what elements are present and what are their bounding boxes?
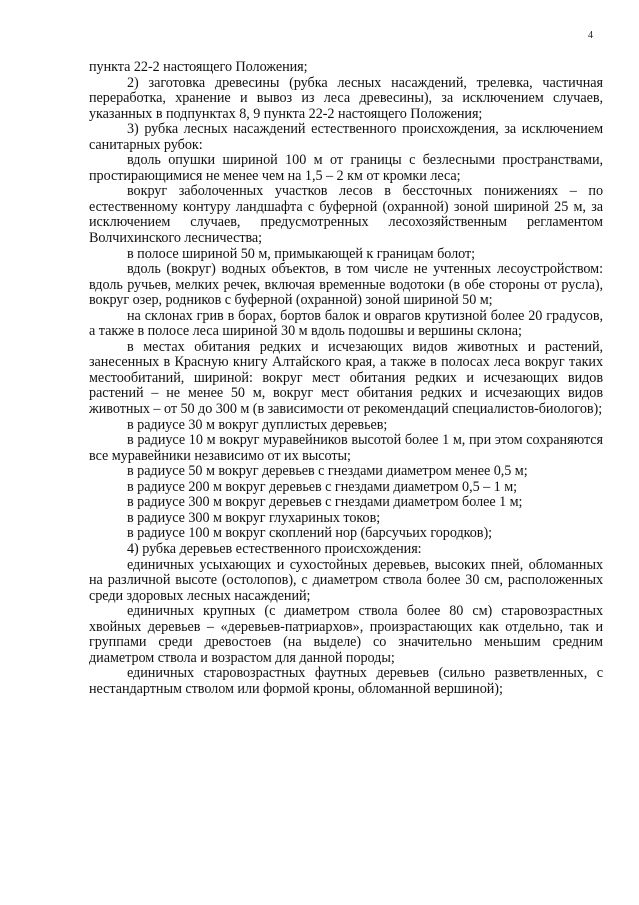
paragraph: 2) заготовка древесины (рубка лесных насаждений, трелевка, частичная переработка, хранение и вывоз из леса древесины), за исключением случаев, указанных в подпунктах 8, 9 пункта 22-2 настоящего Положения;: [89, 74, 603, 122]
paragraph: в радиусе 10 м вокруг муравейников высотой более 1 м, при этом сохраняются все муравейники независимо от их высоты;: [89, 432, 603, 464]
paragraph: в радиусе 300 м вокруг глухариных токов;: [127, 509, 381, 526]
page-number: 4: [588, 30, 593, 41]
paragraph: 4) рубка деревьев естественного происхождения:: [127, 540, 422, 557]
document-body: [89, 60, 603, 697]
paragraph: в радиусе 200 м вокруг деревьев с гнездами диаметром 0,5 – 1 м;: [127, 478, 518, 495]
paragraph: в местах обитания редких и исчезающих видов животных и растений, занесенных в Красную книгу Алтайского края, а также в полосах леса вокруг таких местообитаний, шириной: вокруг мест обитания редких и исчезающих видов растений – не менее 50 м, вокруг мест обитания редких и исчезающих видов животных – от 50 до 300 м (в зависимости от рекомендаций специалистов-биологов);: [89, 338, 603, 418]
paragraph: вдоль опушки шириной 100 м от границы с безлесными пространствами, простирающимися не менее чем на 1,5 – 2 км от кромки леса;: [89, 152, 603, 184]
paragraph: пункта 22-2 настоящего Положения;: [89, 59, 308, 75]
paragraph: в радиусе 50 м вокруг деревьев с гнездами диаметром менее 0,5 м;: [127, 463, 528, 480]
paragraph: единичных усыхающих и сухостойных деревьев, высоких пней, обломанных на различной высоте (остолопов), с диаметром ствола более 30 см, расположенных среди здоровых лесных насаждений;: [89, 556, 603, 604]
paragraph: на склонах грив в борах, бортов балок и оврагов крутизной более 20 градусов, а также в полосе леса шириной 30 м вдоль подошвы и вершины склона;: [89, 307, 603, 340]
paragraph: вдоль (вокруг) водных объектов, в том числе не учтенных лесоустройством: вдоль ручьев, мелких речек, включая временные водотоки (в обе стороны от русла), вокруг озер, родников с буферной (охранной) зоной шириной 50 м;: [89, 261, 603, 309]
paragraph: 3) рубка лесных насаждений естественного происхождения, за исключением санитарных рубок:: [89, 121, 603, 153]
paragraph: в радиусе 30 м вокруг дуплистых деревьев;: [127, 416, 388, 433]
paragraph: в радиусе 100 м вокруг скоплений нор (барсучьих городков);: [127, 525, 493, 542]
paragraph: вокруг заболоченных участков лесов в бессточных понижениях – по естественному контуру ландшафта с буферной (охранной) зоной шириной 25 м, за исключением случаев, предусмотренных лесохозяйственным регламентом Волчихинского лесничества;: [89, 183, 603, 247]
paragraph: в полосе шириной 50 м, примыкающей к границам болот;: [127, 245, 476, 262]
paragraph: в радиусе 300 м вокруг деревьев с гнездами диаметром более 1 м;: [127, 494, 523, 511]
paragraph: единичных старовозрастных фаутных деревьев (сильно разветвленных, с нестандартным стволом или формой кроны, обломанной вершиной);: [89, 665, 603, 697]
paragraph: единичных крупных (с диаметром ствола более 80 см) старовозрастных хвойных деревьев – «деревьев-патриархов», произрастающих как отдельно, так и группами среди древостоев (на выделе) со значительно меньшим средним диаметром ствола и возрастом для данной породы;: [89, 603, 603, 666]
